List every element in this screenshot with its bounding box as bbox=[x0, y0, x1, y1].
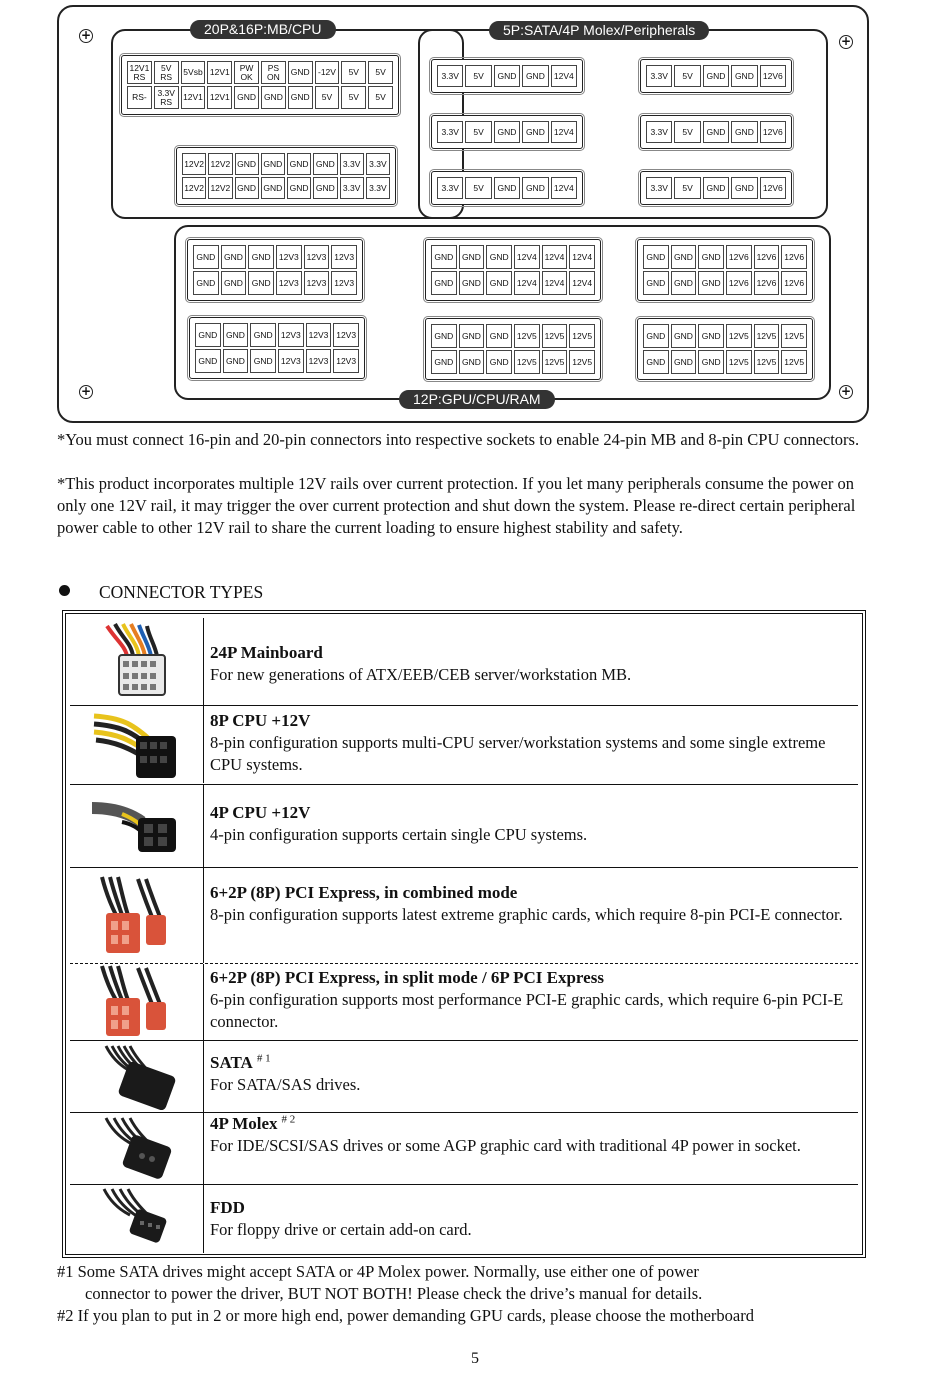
pin-label: 12V6 bbox=[754, 271, 780, 295]
pin-label: 12V6 bbox=[781, 245, 807, 269]
pin-label: GND bbox=[261, 86, 286, 109]
footnote-marker: # 2 bbox=[281, 1113, 296, 1126]
pin-label: GND bbox=[195, 323, 221, 347]
pin-label: GND bbox=[195, 349, 221, 373]
pin-label: GND bbox=[459, 350, 485, 374]
pin-label: GND bbox=[193, 245, 219, 269]
pin-label: GND bbox=[313, 177, 337, 199]
pin-label: GND bbox=[459, 271, 485, 295]
molex-connector-icon bbox=[70, 1113, 204, 1185]
connector-description: 8-pin configuration supports latest extreme graphic cards, which require 8-pin PCI-E connector. bbox=[210, 905, 843, 924]
pin-label: 5V bbox=[465, 121, 491, 143]
pin-label: GND bbox=[522, 65, 548, 87]
connector-cell bbox=[210, 1041, 854, 1113]
pin-label: GND bbox=[643, 324, 669, 348]
pin-label: -12V bbox=[315, 61, 340, 84]
pin-label: 3.3V bbox=[646, 177, 672, 199]
mb-16pin-connector bbox=[176, 147, 396, 205]
table-row bbox=[70, 1113, 858, 1185]
pin-label: 5V bbox=[368, 61, 393, 84]
pin-label: 12V5 bbox=[781, 350, 807, 374]
pin-label: GND bbox=[494, 65, 520, 87]
pin-label: 12V4 bbox=[551, 177, 577, 199]
pin-label: 5V bbox=[315, 86, 340, 109]
pin-label: 12V5 bbox=[569, 324, 595, 348]
pin-label: GND bbox=[731, 177, 757, 199]
pin-label: GND bbox=[486, 245, 512, 269]
pin-label: GND bbox=[522, 177, 548, 199]
pin-label: GND bbox=[671, 324, 697, 348]
sata-molex-connector bbox=[640, 115, 792, 149]
gpu-12pin-connector bbox=[425, 239, 601, 301]
table-row bbox=[70, 1041, 858, 1113]
pin-label: GND bbox=[494, 121, 520, 143]
pin-label: 12V5 bbox=[569, 350, 595, 374]
pinout-panel bbox=[57, 5, 869, 423]
pin-label: GND bbox=[459, 245, 485, 269]
connector-title: FDD bbox=[210, 1198, 245, 1217]
table-row bbox=[70, 785, 858, 868]
pin-label: GND bbox=[250, 349, 276, 373]
pin-label: 12V5 bbox=[514, 324, 540, 348]
pin-label: GND bbox=[431, 271, 457, 295]
pin-label: GND bbox=[643, 350, 669, 374]
pin-label: 12V3 bbox=[333, 323, 359, 347]
pin-label: 12V4 bbox=[551, 121, 577, 143]
page-number: 5 bbox=[471, 1350, 479, 1367]
pin-label: GND bbox=[431, 324, 457, 348]
pin-label: GND bbox=[698, 245, 724, 269]
bullet-icon bbox=[59, 585, 70, 596]
pin-label: 12V2 bbox=[182, 153, 206, 175]
connector-title: 24P Mainboard bbox=[210, 643, 323, 662]
pin-label: GND bbox=[261, 177, 285, 199]
pin-label: 5V bbox=[341, 86, 366, 109]
pin-label: GND bbox=[223, 349, 249, 373]
pin-label: 12V4 bbox=[551, 65, 577, 87]
pin-label: 12V1 bbox=[207, 86, 232, 109]
pin-label: GND bbox=[698, 350, 724, 374]
footnote-marker: # 1 bbox=[256, 1052, 271, 1065]
pin-label: GND bbox=[522, 121, 548, 143]
pin-label: GND bbox=[486, 324, 512, 348]
pin-label: 3.3V bbox=[366, 153, 390, 175]
table-row bbox=[70, 618, 858, 705]
pin-label: GND bbox=[459, 324, 485, 348]
pin-label: 12V3 bbox=[304, 245, 330, 269]
connector-description: For SATA/SAS drives. bbox=[210, 1075, 361, 1094]
pin-label: 12V4 bbox=[569, 271, 595, 295]
pin-label: GND bbox=[671, 350, 697, 374]
pin-label: GND bbox=[698, 271, 724, 295]
pin-label: 12V4 bbox=[569, 245, 595, 269]
pcie-8pin-connector-icon bbox=[70, 868, 204, 963]
connector-title: 4P Molex bbox=[210, 1114, 278, 1133]
pin-label: GND bbox=[431, 350, 457, 374]
pin-label: GND bbox=[287, 177, 311, 199]
pin-label: 3.3V RS bbox=[154, 86, 179, 109]
pin-label: 12V4 bbox=[514, 271, 540, 295]
screw-icon: + bbox=[80, 384, 92, 398]
pin-label: GND bbox=[248, 245, 274, 269]
pin-label: GND bbox=[250, 323, 276, 347]
pin-label: 12V6 bbox=[781, 271, 807, 295]
pin-label: 12V5 bbox=[726, 324, 752, 348]
pin-label: 12V3 bbox=[333, 349, 359, 373]
pin-label: GND bbox=[486, 350, 512, 374]
sata-molex-connector bbox=[640, 59, 792, 93]
mb-cpu-label: 20P&16P:MB/CPU bbox=[190, 20, 336, 39]
connector-title: SATA bbox=[210, 1053, 253, 1072]
pin-label: GND bbox=[671, 271, 697, 295]
pin-label: 5V RS bbox=[154, 61, 179, 84]
pin-label: GND bbox=[643, 245, 669, 269]
pin-label: 5V bbox=[368, 86, 393, 109]
connector-cell bbox=[210, 1113, 854, 1185]
pin-label: 12V5 bbox=[754, 324, 780, 348]
eps-8pin-connector-icon bbox=[70, 706, 204, 783]
connector-types-table bbox=[62, 610, 866, 1258]
pin-label: GND bbox=[235, 177, 259, 199]
table-row bbox=[70, 868, 858, 963]
pin-label: RS- bbox=[127, 86, 152, 109]
pin-label: GND bbox=[431, 245, 457, 269]
pin-label: 12V3 bbox=[278, 323, 304, 347]
pin-label: GND bbox=[261, 153, 285, 175]
pin-label: GND bbox=[221, 245, 247, 269]
pin-label: GND bbox=[671, 245, 697, 269]
section-heading: CONNECTOR TYPES bbox=[99, 582, 264, 602]
pin-label: 12V3 bbox=[304, 271, 330, 295]
pin-label: 12V3 bbox=[331, 271, 357, 295]
pcie-6pin-connector-icon bbox=[70, 964, 204, 1040]
pin-label: 12V3 bbox=[276, 245, 302, 269]
connector-description: For floppy drive or certain add-on card. bbox=[210, 1220, 472, 1239]
pin-label: 12V2 bbox=[208, 153, 232, 175]
pin-label: 3.3V bbox=[646, 65, 672, 87]
cpu-4pin-connector-icon bbox=[70, 785, 204, 868]
sata-molex-connector bbox=[431, 171, 583, 205]
gpu-12pin-connector bbox=[637, 318, 813, 380]
pin-label: GND bbox=[313, 153, 337, 175]
pin-label: GND bbox=[486, 271, 512, 295]
pin-label: 12V3 bbox=[276, 271, 302, 295]
fdd-connector-icon bbox=[70, 1185, 204, 1253]
connector-cell bbox=[210, 1185, 854, 1253]
pin-label: GND bbox=[288, 86, 313, 109]
pin-label: 3.3V bbox=[437, 177, 463, 199]
pin-label: 3.3V bbox=[437, 121, 463, 143]
pin-label: GND bbox=[703, 177, 729, 199]
footnote-1: #1 Some SATA drives might accept SATA or 4P Molex power. Normally, use either one of power bbox=[57, 1262, 699, 1281]
connector-title: 4P CPU +12V bbox=[210, 803, 311, 822]
pin-label: 12V3 bbox=[331, 245, 357, 269]
pin-label: 12V6 bbox=[760, 65, 786, 87]
sata-molex-connector bbox=[431, 59, 583, 93]
pin-label: 12V3 bbox=[306, 349, 332, 373]
pin-label: 5V bbox=[674, 65, 700, 87]
pin-label: 12V6 bbox=[760, 121, 786, 143]
connector-cell bbox=[210, 964, 854, 1040]
screw-icon: + bbox=[840, 384, 852, 398]
gpu-12pin-connector bbox=[189, 317, 365, 379]
pin-label: GND bbox=[731, 65, 757, 87]
screw-icon: + bbox=[80, 28, 92, 42]
intro-paragraph-1: *You must connect 16-pin and 20-pin connectors into respective sockets to enable 24-pin MB and 8-pin CPU connectors. bbox=[57, 430, 860, 449]
pin-label: GND bbox=[731, 121, 757, 143]
pin-label: GND bbox=[703, 65, 729, 87]
connector-description: For new generations of ATX/EEB/CEB server/workstation MB. bbox=[210, 665, 632, 684]
pin-label: 12V3 bbox=[306, 323, 332, 347]
table-row bbox=[70, 706, 858, 783]
pin-label: 3.3V bbox=[340, 177, 364, 199]
sata-molex-connector bbox=[431, 115, 583, 149]
pin-label: 12V6 bbox=[760, 177, 786, 199]
connector-title: 8P CPU +12V bbox=[210, 711, 311, 730]
pin-label: 12V5 bbox=[781, 324, 807, 348]
pin-label: 12V6 bbox=[726, 245, 752, 269]
pin-label: 12V6 bbox=[754, 245, 780, 269]
pin-label: 12V3 bbox=[278, 349, 304, 373]
pin-label: 3.3V bbox=[437, 65, 463, 87]
sata-connector-icon bbox=[70, 1041, 204, 1113]
pin-label: GND bbox=[643, 271, 669, 295]
pin-label: GND bbox=[223, 323, 249, 347]
table-row bbox=[70, 964, 858, 1040]
pin-label: GND bbox=[703, 121, 729, 143]
pin-label: 12V5 bbox=[542, 350, 568, 374]
pin-label: GND bbox=[193, 271, 219, 295]
pin-label: 5V bbox=[341, 61, 366, 84]
connector-cell bbox=[210, 868, 854, 963]
pin-label: GND bbox=[494, 177, 520, 199]
connector-description: 8-pin configuration supports multi-CPU server/workstation systems and some single extreme CPU systems. bbox=[210, 733, 826, 774]
atx-24pin-connector-icon bbox=[70, 618, 204, 705]
pin-label: 12V1 bbox=[181, 86, 206, 109]
pin-label: 12V4 bbox=[514, 245, 540, 269]
connector-cell bbox=[210, 706, 854, 783]
pin-label: 5V bbox=[465, 65, 491, 87]
pin-label: GND bbox=[221, 271, 247, 295]
pin-label: GND bbox=[234, 86, 259, 109]
footnote-1-continued: connector to power the driver, BUT NOT BOTH! Please check the drive’s manual for details. bbox=[85, 1284, 703, 1303]
gpu-12pin-connector bbox=[637, 239, 813, 301]
pin-label: 12V2 bbox=[208, 177, 232, 199]
pin-label: 12V4 bbox=[542, 271, 568, 295]
connector-description: For IDE/SCSI/SAS drives or some AGP graphic card with traditional 4P power in socket. bbox=[210, 1136, 801, 1155]
pin-label: 12V5 bbox=[542, 324, 568, 348]
pin-label: 3.3V bbox=[340, 153, 364, 175]
sata-molex-label: 5P:SATA/4P Molex/Peripherals bbox=[489, 21, 709, 40]
pin-label: 12V6 bbox=[726, 271, 752, 295]
pin-label: 12V4 bbox=[542, 245, 568, 269]
gpu-cpu-ram-label: 12P:GPU/CPU/RAM bbox=[399, 390, 555, 409]
mb-20pin-connector bbox=[121, 55, 399, 115]
pin-label: 12V5 bbox=[514, 350, 540, 374]
pin-label: 5V bbox=[465, 177, 491, 199]
pin-label: 5V bbox=[674, 177, 700, 199]
pin-label: GND bbox=[698, 324, 724, 348]
pin-label: 5V bbox=[674, 121, 700, 143]
pin-label: GND bbox=[248, 271, 274, 295]
connector-title: 6+2P (8P) PCI Express, in combined mode bbox=[210, 883, 518, 902]
pin-label: 12V1 bbox=[207, 61, 232, 84]
connector-description: 6-pin configuration supports most performance PCI-E graphic cards, which require 6-pin PCI-E connector. bbox=[210, 990, 844, 1031]
pin-label: 12V1 RS bbox=[127, 61, 152, 84]
pin-label: PW OK bbox=[234, 61, 259, 84]
pin-label: 12V5 bbox=[726, 350, 752, 374]
pin-label: GND bbox=[288, 61, 313, 84]
footnote-2: #2 If you plan to put in 2 or more high end, power demanding GPU cards, please choose the motherboard bbox=[57, 1306, 754, 1325]
pin-label: GND bbox=[235, 153, 259, 175]
footnotes bbox=[57, 1261, 887, 1327]
pin-label: 12V5 bbox=[754, 350, 780, 374]
connector-description: 4-pin configuration supports certain single CPU systems. bbox=[210, 825, 588, 844]
gpu-12pin-connector bbox=[425, 318, 601, 380]
pin-label: 5Vsb bbox=[181, 61, 206, 84]
pin-label: GND bbox=[287, 153, 311, 175]
connector-cell bbox=[210, 785, 854, 868]
pin-label: PS ON bbox=[261, 61, 286, 84]
table-row bbox=[70, 1185, 858, 1253]
connector-cell bbox=[210, 618, 854, 705]
pin-label: 12V2 bbox=[182, 177, 206, 199]
gpu-12pin-connector bbox=[187, 239, 363, 301]
screw-icon: + bbox=[840, 34, 852, 48]
pin-label: 3.3V bbox=[366, 177, 390, 199]
sata-molex-connector bbox=[640, 171, 792, 205]
intro-paragraph-2: *This product incorporates multiple 12V rails over current protection. If you let many peripherals consume the power on only one 12V rail, it may trigger the over current protection and shut down the system. Please re-direct certain peripheral power cable to other 12V rail to share the current loading to ensure highest stability and safety. bbox=[57, 474, 856, 537]
pin-label: 3.3V bbox=[646, 121, 672, 143]
connector-title: 6+2P (8P) PCI Express, in split mode / 6P PCI Express bbox=[210, 968, 604, 987]
